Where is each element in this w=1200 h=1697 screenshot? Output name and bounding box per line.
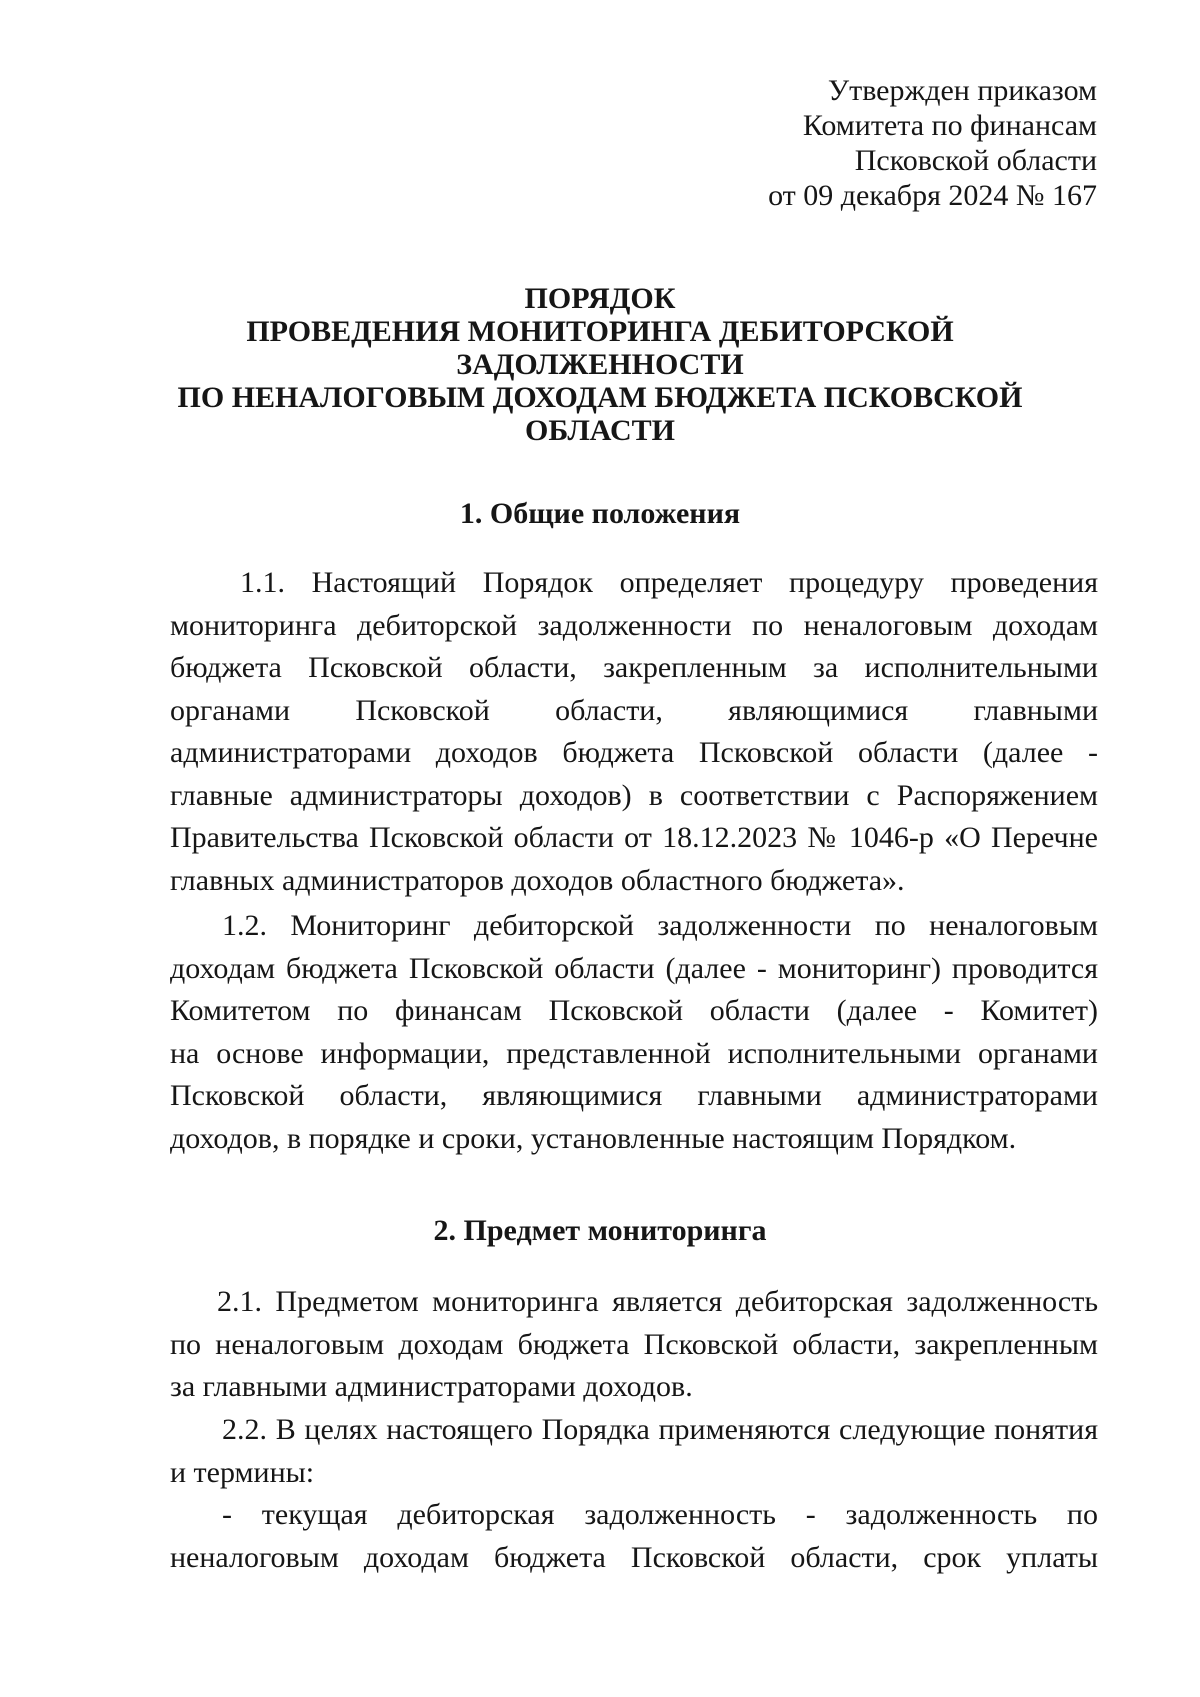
- paragraph-2-2: [170, 1409, 1098, 1494]
- text-line: доходам бюджета Псковской области (далее - мониторинг) проводится: [170, 951, 1098, 985]
- approval-line: Утвержден приказом: [827, 74, 1097, 107]
- document-title: [0, 282, 1200, 447]
- text-line: за главными администраторами доходов.: [170, 1370, 693, 1403]
- text-line: 2.1. Предметом мониторинга является дебиторская задолженность: [217, 1285, 1098, 1318]
- text-line: администраторами доходов бюджета Псковской области (далее -: [170, 736, 1098, 769]
- title-line: ПОРЯДОК: [524, 282, 676, 315]
- section-heading: 2. Предмет мониторинга: [433, 1214, 767, 1247]
- text-line: - текущая дебиторская задолженность - задолженность по: [222, 1498, 1098, 1531]
- approval-stamp: [768, 73, 1097, 213]
- definition-current-debt: [170, 1494, 1098, 1579]
- text-line: Комитетом по финансам Псковской области (далее - Комитет): [170, 994, 1098, 1027]
- approval-line: от 09 декабря 2024 № 167: [768, 179, 1097, 212]
- text-line: органами Псковской области, являющимися главными: [170, 693, 1098, 727]
- text-line: доходов, в порядке и сроки, установленные настоящим Порядком.: [170, 1121, 1017, 1155]
- text-line: мониторинга дебиторской задолженности по неналоговым доходам: [170, 608, 1098, 642]
- text-line: Правительства Псковской области от 18.12.2023 № 1046-р «О Перечне: [170, 821, 1098, 854]
- paragraph-1-1: [170, 562, 1098, 902]
- text-line: на основе информации, представленной исполнительными органами: [170, 1036, 1098, 1070]
- text-line: 1.1. Настоящий Порядок определяет процедуру проведения: [240, 566, 1098, 599]
- text-line: главные администраторы доходов) в соответствии с Распоряжением: [170, 778, 1098, 812]
- section-heading: 1. Общие положения: [459, 497, 741, 530]
- approval-line: Комитета по финансам: [802, 109, 1097, 142]
- text-line: Псковской области, являющимися главными администраторами: [170, 1079, 1098, 1112]
- text-line: бюджета Псковской области, закрепленным за исполнительными: [170, 651, 1098, 684]
- text-line: и термины:: [170, 1455, 315, 1489]
- text-line: по неналоговым доходам бюджета Псковской области, закрепленным: [170, 1327, 1098, 1361]
- title-line: ЗАДОЛЖЕННОСТИ: [456, 348, 744, 381]
- text-line: 1.2. Мониторинг дебиторской задолженности по неналоговым: [222, 909, 1098, 942]
- text-line: неналоговым доходам бюджета Псковской области, срок уплаты: [170, 1540, 1098, 1574]
- approval-line: Псковской области: [854, 144, 1097, 177]
- paragraph-1-2: [170, 905, 1098, 1160]
- title-line: ОБЛАСТИ: [525, 414, 675, 447]
- title-line: ПРОВЕДЕНИЯ МОНИТОРИНГА ДЕБИТОРСКОЙ: [246, 315, 954, 348]
- paragraph-2-1: [170, 1281, 1098, 1409]
- text-line: 2.2. В целях настоящего Порядка применяются следующие понятия: [222, 1413, 1098, 1446]
- title-line: ПО НЕНАЛОГОВЫМ ДОХОДАМ БЮДЖЕТА ПСКОВСКОЙ: [177, 381, 1023, 414]
- text-line: главных администраторов доходов областного бюджета».: [170, 863, 905, 897]
